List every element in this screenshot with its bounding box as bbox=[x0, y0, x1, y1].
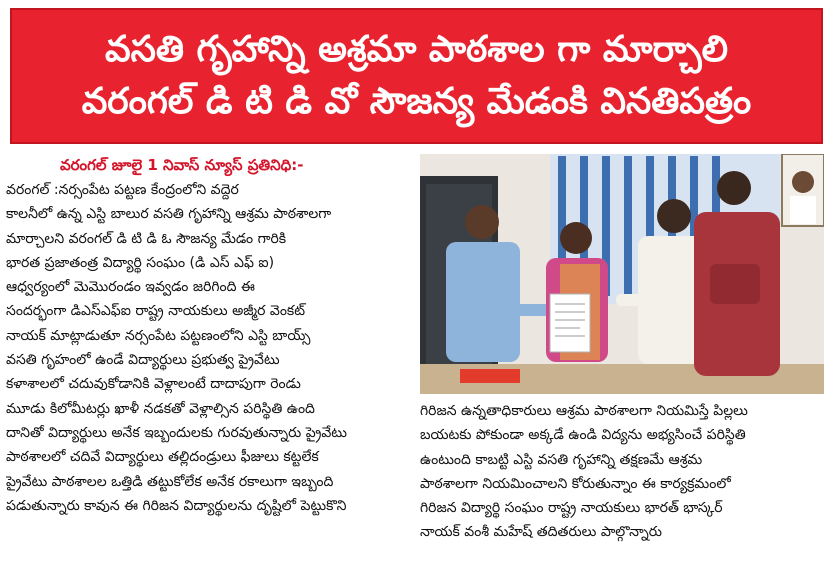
body-line: బయటకు పోకుండా అక్కడే ఉండి విద్యను అభ్యసించే పరిస్థితి bbox=[420, 427, 746, 444]
news-photo bbox=[420, 154, 824, 394]
headline-line-1: వసతి గృహాన్ని అశ్రమా పాఠశాల గా మార్చాలి bbox=[105, 29, 728, 70]
dateline: వరంగల్ జూలై 1 నివాస్ న్యూస్ ప్రతినిధి:- bbox=[60, 156, 304, 174]
body-line: దానితో విద్యార్థులు అనేక ఇబ్బందులకు గురవుతున్నారు ప్రైవేటు bbox=[6, 424, 347, 441]
body-line: నాయక్ వంశీ మహేష్ తదితరులు పాల్గొన్నారు bbox=[420, 524, 662, 541]
body-line: కళాశాలలో చదువుకోడానికి వెళ్లాలంటే దాదాపుగా రెండు bbox=[6, 376, 301, 393]
headline-line-2: వరంగల్ డి టి డి వో సౌజన్య మేడంకి వినతిపత్రం bbox=[81, 81, 752, 122]
article-body-left bbox=[6, 178, 416, 518]
body-line: వసతి గృహంలో ఉండే విద్యార్థులు ప్రభుత్వ ప్రైవేటు bbox=[6, 352, 280, 369]
body-line: ప్రైవేటు పాఠశాలల ఒత్తిడి తట్టుకోలేక అనేక రకాలుగా ఇబ్బంది bbox=[6, 473, 334, 490]
body-line: ఉంటుంది కాబట్టి ఎస్టి వసతి గృహాన్ని తక్షణమే ఆశ్రమ bbox=[420, 451, 703, 468]
body-line: పాఠశాలలో చదివే విద్యార్థులు తల్లిదండ్రులు ఫీజులు కట్టలేక bbox=[6, 449, 319, 466]
body-line: పడుతున్నారు కావున ఈ గిరిజన విద్యార్థులను దృష్టిలో పెట్టుకొని bbox=[6, 497, 347, 514]
body-line: కాలనీలో ఉన్న ఎస్టి బాలుర వసతి గృహాన్ని ఆశ్రమ పాఠశాలగా bbox=[6, 206, 332, 223]
body-line: మూడు కిలోమీటర్లు ఖాళీ నడకతో వెళ్లాల్సిన పరిస్థితి ఉంది bbox=[6, 400, 315, 417]
body-line: గిరిజన విద్యార్థి సంఘం రాష్ట్ర నాయకులు భారత్ భాస్కర్ bbox=[420, 500, 723, 517]
body-line: గిరిజన ఉన్నతాధికారులు ఆశ్రమ పాఠశాలగా నియమిస్తే పిల్లలు bbox=[420, 403, 748, 419]
article-body-right bbox=[420, 399, 828, 545]
body-line: పాఠశాలగా నియమించాలని కోరుతున్నాం ఈ కార్యక్రమంలో bbox=[420, 475, 731, 492]
body-line: ఆధ్వర్యంలో మెమొరండం ఇవ్వడం జరిగింది ఈ bbox=[6, 279, 255, 296]
body-line: సందర్భంగా డిఎస్ఎఫ్ఐ రాష్ట్ర నాయకులు అజ్మీర వెంకట్ bbox=[6, 303, 306, 320]
body-line: భారత ప్రజాతంత్ర విద్యార్థి సంఘం (డి ఎస్ ఎఫ్ ఐ) bbox=[6, 254, 275, 271]
body-line: మార్చాలని వరంగల్ డి టి డి ఓ సౌజన్య మేడం గారికి bbox=[6, 230, 287, 247]
body-line: నాయక్ మాట్లాడుతూ నర్సంపేట పట్టణంలోని ఎస్టి బాయ్స్ bbox=[6, 327, 311, 344]
headline-banner bbox=[10, 8, 823, 144]
body-line: వరంగల్ :నర్సంపేట పట్టణ కేంద్రంలోని వద్దెర bbox=[6, 182, 239, 198]
